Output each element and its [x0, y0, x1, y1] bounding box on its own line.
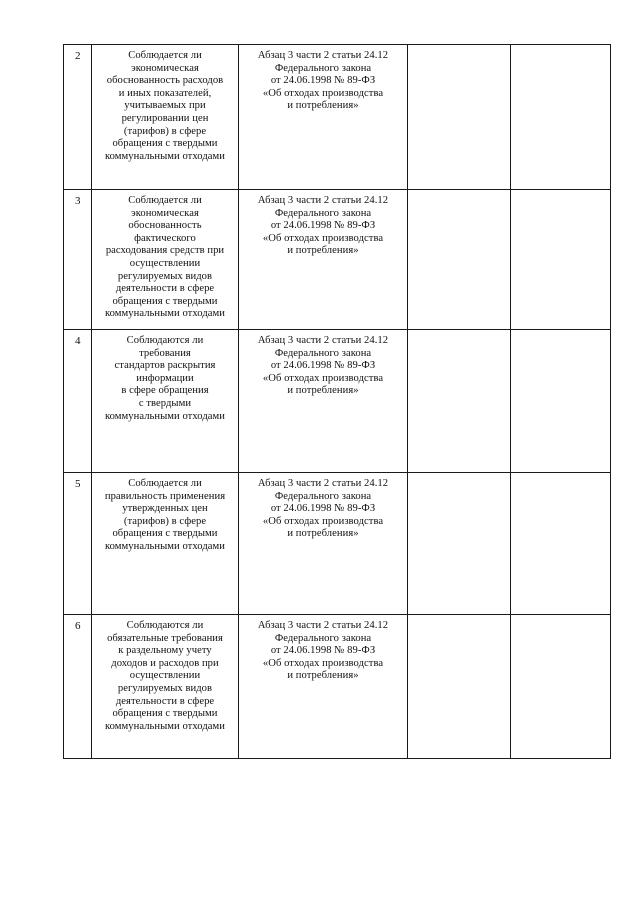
row-number-cell	[64, 615, 92, 759]
question-line: расходования средств при	[105, 245, 225, 257]
question-line: к раздельному учету	[118, 645, 212, 657]
question-line: обращения с твердыми	[112, 708, 218, 720]
row-number-cell	[64, 190, 92, 330]
row-number-cell	[64, 45, 92, 190]
reference-line: «Об отходах производства	[262, 515, 384, 527]
answer-cell	[408, 190, 511, 330]
question-line: обоснованность расходов	[106, 75, 224, 87]
note-cell	[511, 45, 611, 190]
table-row	[64, 473, 611, 615]
reference-line: и потребления»	[287, 670, 359, 682]
answer-cell	[408, 330, 511, 473]
row-number: 2	[75, 50, 81, 62]
question-line: стандартов раскрытия	[114, 360, 216, 372]
question-line: коммунальными отходами	[104, 540, 226, 552]
answer-cell	[408, 473, 511, 615]
table-row	[64, 190, 611, 330]
legal-reference-cell	[239, 473, 408, 615]
question-line: осуществлении	[129, 257, 201, 269]
question-cell	[92, 45, 239, 190]
reference-line: и потребления»	[287, 528, 359, 540]
question-line: Соблюдается ли	[128, 195, 202, 206]
legal-reference-cell	[239, 45, 408, 190]
question-line: в сфере обращения	[121, 385, 209, 397]
reference-line: Абзац 3 части 2 статьи 24.12	[257, 478, 389, 489]
reference-line: и потребления»	[287, 245, 359, 257]
question-line: Соблюдается ли	[128, 50, 202, 61]
question-line: экономическая	[131, 207, 199, 219]
question-cell	[92, 615, 239, 759]
reference-line: Абзац 3 части 2 статьи 24.12	[257, 50, 389, 61]
note-cell	[511, 330, 611, 473]
question-cell	[92, 190, 239, 330]
row-number-cell	[64, 473, 92, 615]
question-line: деятельности в сфере	[115, 283, 215, 295]
reference-line: Федерального закона	[274, 62, 372, 74]
question-line: обращения с твердыми	[112, 528, 218, 540]
reference-line: Абзац 3 части 2 статьи 24.12	[257, 195, 389, 206]
question-line: учитываемых при	[124, 100, 206, 112]
legal-reference-cell	[239, 615, 408, 759]
table-row	[64, 330, 611, 473]
question-line: (тарифов) в сфере	[123, 515, 207, 527]
question-line: (тарифов) в сфере	[123, 125, 207, 137]
note-cell	[511, 615, 611, 759]
question-line: фактического	[134, 232, 196, 244]
legal-reference-cell	[239, 330, 408, 473]
question-line: коммунальными отходами	[104, 720, 226, 732]
reference-line: Абзац 3 части 2 статьи 24.12	[257, 335, 389, 346]
question-line: обоснованность	[128, 220, 202, 232]
question-line: экономическая	[131, 62, 199, 74]
question-line: коммунальными отходами	[104, 150, 226, 162]
question-line: правильность применения	[104, 490, 226, 502]
note-cell	[511, 190, 611, 330]
question-line: Соблюдаются ли	[126, 335, 204, 346]
reference-line: Федерального закона	[274, 347, 372, 359]
question-cell	[92, 473, 239, 615]
reference-line: «Об отходах производства	[262, 372, 384, 384]
checklist-table	[63, 44, 611, 759]
row-number: 5	[75, 478, 81, 490]
reference-line: Федерального закона	[274, 632, 372, 644]
row-number: 4	[75, 335, 81, 347]
reference-line: от 24.06.1998 № 89-ФЗ	[270, 645, 376, 657]
reference-line: от 24.06.1998 № 89-ФЗ	[270, 503, 376, 515]
reference-line: и потребления»	[287, 100, 359, 112]
question-line: с твердыми	[138, 397, 192, 409]
question-line: Соблюдается ли	[128, 478, 202, 489]
reference-line: и потребления»	[287, 385, 359, 397]
question-line: доходов и расходов при	[111, 657, 219, 669]
question-line: Соблюдаются ли	[126, 620, 204, 631]
reference-line: от 24.06.1998 № 89-ФЗ	[270, 220, 376, 232]
row-number: 6	[75, 620, 81, 632]
question-line: обязательные требования	[107, 632, 223, 644]
note-cell	[511, 473, 611, 615]
row-number-cell	[64, 330, 92, 473]
table-row	[64, 615, 611, 759]
question-line: регулировании цен	[121, 112, 209, 124]
question-line: коммунальными отходами	[104, 410, 226, 422]
question-line: регулируемых видов	[117, 682, 213, 694]
answer-cell	[408, 615, 511, 759]
answer-cell	[408, 45, 511, 190]
question-line: деятельности в сфере	[115, 695, 215, 707]
row-number: 3	[75, 195, 81, 207]
question-line: обращения с твердыми	[112, 295, 218, 307]
table-row	[64, 45, 611, 190]
question-line: утвержденных цен	[122, 503, 208, 515]
question-line: осуществлении	[129, 670, 201, 682]
reference-line: Абзац 3 части 2 статьи 24.12	[257, 620, 389, 631]
question-line: и иных показателей,	[118, 87, 212, 99]
reference-line: Федерального закона	[274, 207, 372, 219]
reference-line: «Об отходах производства	[262, 87, 384, 99]
reference-line: «Об отходах производства	[262, 657, 384, 669]
question-line: коммунальными отходами	[104, 308, 226, 320]
reference-line: от 24.06.1998 № 89-ФЗ	[270, 360, 376, 372]
reference-line: «Об отходах производства	[262, 232, 384, 244]
reference-line: Федерального закона	[274, 490, 372, 502]
legal-reference-cell	[239, 190, 408, 330]
question-line: регулируемых видов	[117, 270, 213, 282]
question-cell	[92, 330, 239, 473]
question-line: требования	[139, 347, 191, 359]
question-line: обращения с твердыми	[112, 138, 218, 150]
question-line: информации	[136, 372, 194, 384]
reference-line: от 24.06.1998 № 89-ФЗ	[270, 75, 376, 87]
